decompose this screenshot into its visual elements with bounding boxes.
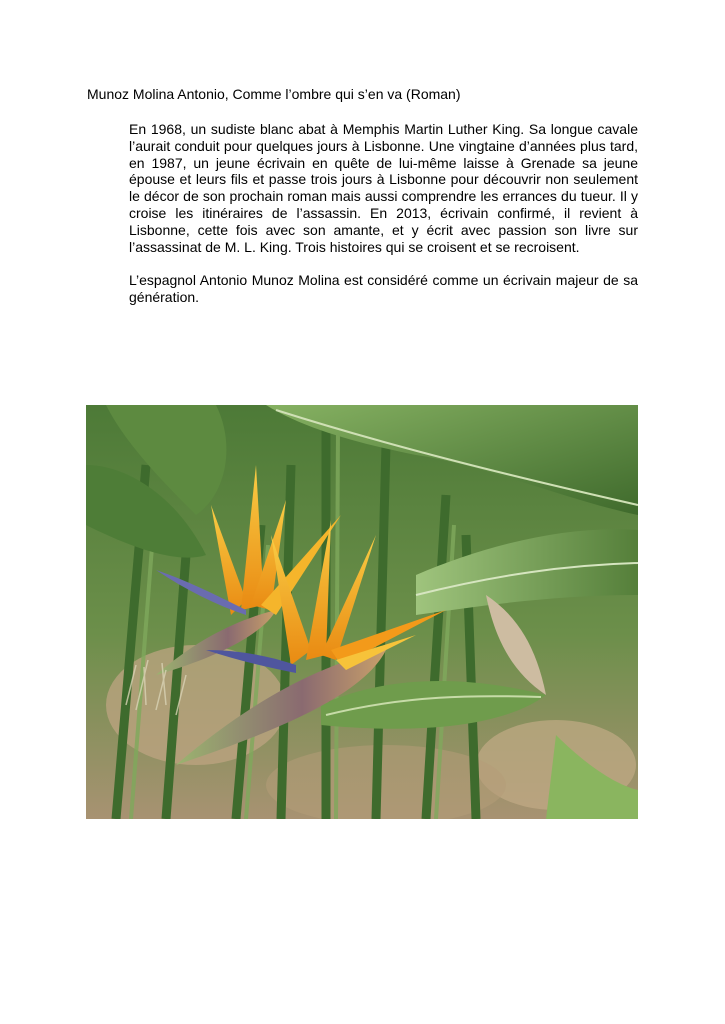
bird-of-paradise-illustration: [86, 405, 638, 819]
flower-photo: [86, 405, 638, 819]
author-paragraph: L’espagnol Antonio Munoz Molina est considéré comme un écrivain majeur de sa génération.: [129, 272, 638, 305]
summary-paragraph: En 1968, un sudiste blanc abat à Memphis Martin Luther King. Sa longue cavale l’aurait conduit pour quelques jours à Lisbonne. Une vingtaine d’années plus tard, en 1987, un jeune écrivain en quête de lui-même laisse à Grenade sa jeune épouse et leurs fils et passe trois jours à Lisbonne pour découvrir non seulement le décor de son prochain roman mais aussi comprendre les errances du tueur. Il y croise les itinéraires de l’assassin. En 2013, écrivain confirmé, il revient à Lisbonne, cette fois avec son amante, et y écrit avec passion son livre sur l’assassinat de M. L. King. Trois histoires qui se croisent et se recroisent.: [129, 121, 638, 255]
document-heading: Munoz Molina Antonio, Comme l’ombre qui s’en va (Roman): [87, 86, 461, 102]
review-body: [129, 121, 638, 306]
